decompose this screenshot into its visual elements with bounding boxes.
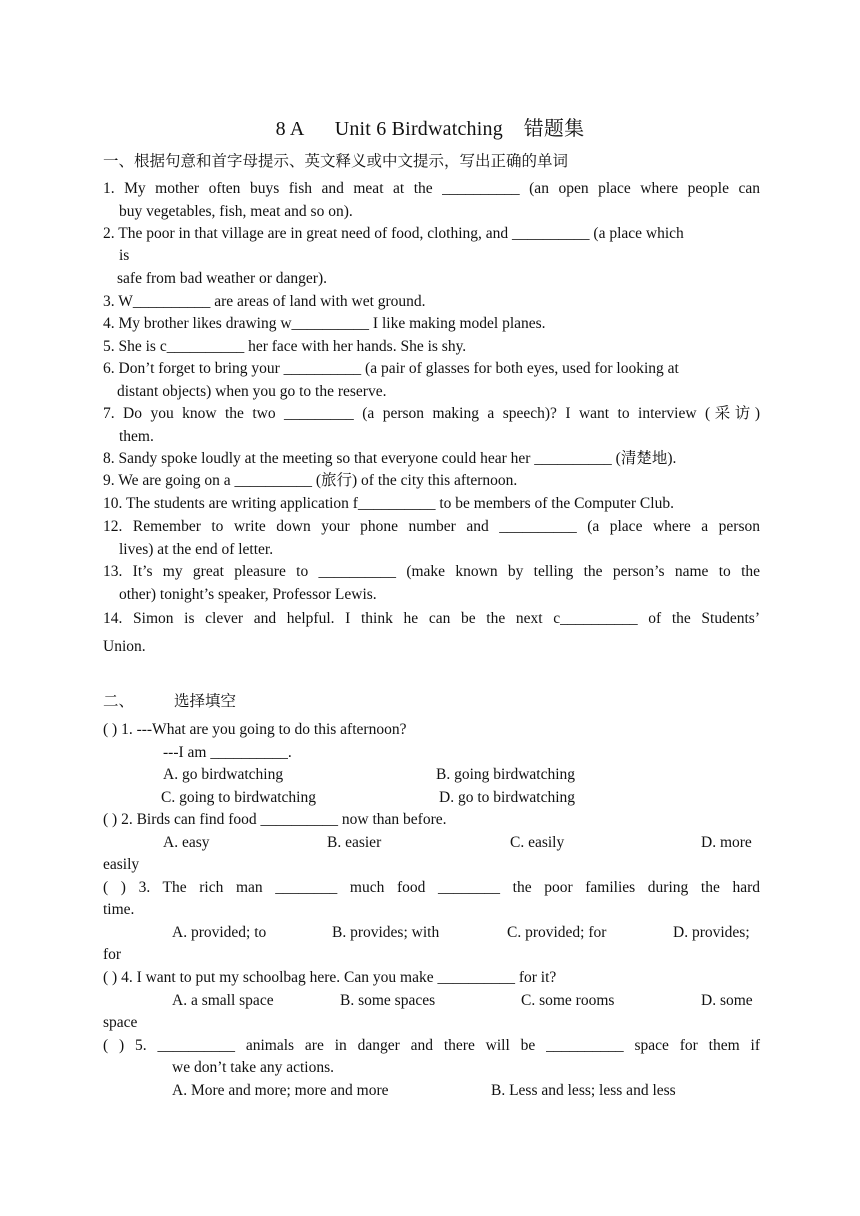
q3-option-b: B. provides; with — [332, 924, 440, 941]
q5-option-a: A. More and more; more and more — [172, 1082, 389, 1099]
q2-option-d: D. more — [701, 834, 752, 851]
q2-stem: ( ) 2. Birds can find food __________ now than before. — [103, 811, 447, 828]
section2-heading — [103, 691, 236, 713]
s1-line-17: lives) at the end of letter. — [119, 541, 274, 558]
q2-option-a: A. easy — [163, 834, 210, 851]
s1-line-19: other) tonight’s speaker, Professor Lewis. — [119, 586, 377, 603]
q1-option-c: C. going to birdwatching — [161, 789, 316, 806]
q1-option-b: B. going birdwatching — [436, 766, 576, 783]
s1-line-10: distant objects) when you go to the reserve. — [117, 383, 387, 400]
q3-option-d-wrap: for — [103, 946, 122, 963]
s1-line-13: 8. Sandy spoke loudly at the meeting so that everyone could hear her __________ (清楚地). — [103, 450, 677, 467]
s1-line-15: 10. The students are writing application f__________ to be members of the Computer Club. — [103, 495, 674, 512]
s1-line-7: 4. My brother likes drawing w__________ I like making model planes. — [103, 315, 546, 332]
s1-line-18: 13. It’s my great pleasure to __________ (make known by telling the person’s name to the — [103, 563, 760, 580]
section1-heading: 一、根据句意和首字母提示、英文释义或中文提示，写出正确的单词 — [103, 153, 569, 170]
q2-option-c: C. easily — [510, 834, 565, 851]
q1-option-d: D. go to birdwatching — [439, 789, 576, 806]
s1-line-16: 12. Remember to write down your phone number and __________ (a place where a person — [103, 518, 760, 535]
s1-line-1: 1. My mother often buys fish and meat at the __________ (an open place where people can — [103, 180, 760, 197]
q3-option-a: A. provided; to — [172, 924, 267, 941]
q2-option-d-wrap: easily — [103, 856, 140, 873]
q2-option-b: B. easier — [327, 834, 382, 851]
s1-line-12: them. — [119, 428, 154, 445]
q4-option-b: B. some spaces — [340, 992, 436, 1009]
page-title — [0, 112, 860, 141]
q3-stem-wrap: time. — [103, 901, 135, 918]
s1-line-21: Union. — [103, 638, 146, 655]
s1-line-9: 6. Don’t forget to bring your __________ (a pair of glasses for both eyes, used for looking at — [103, 360, 679, 377]
q4-option-c: C. some rooms — [521, 992, 615, 1009]
q1-stem: ( ) 1. ---What are you going to do this afternoon? — [103, 721, 407, 738]
section2-number: 二、 — [103, 693, 135, 710]
title-unit: Unit 6 Birdwatching — [334, 118, 503, 140]
q1-stem2: ---I am __________. — [163, 744, 292, 761]
s1-line-2: buy vegetables, fish, meat and so on). — [119, 203, 353, 220]
q3-option-c: C. provided; for — [507, 924, 607, 941]
s1-line-4: is — [119, 247, 130, 264]
s1-line-3: 2. The poor in that village are in great need of food, clothing, and __________ (a place which — [103, 225, 684, 242]
q3-stem: ( ) 3. The rich man ________ much food ________ the poor families during the hard — [103, 879, 760, 896]
s1-line-5: safe from bad weather or danger). — [117, 270, 328, 287]
q5-option-b: B. Less and less; less and less — [491, 1082, 676, 1099]
section2-title: 选择填空 — [174, 693, 237, 710]
title-subject: 错题集 — [523, 118, 585, 140]
q1-option-a: A. go birdwatching — [163, 766, 284, 783]
s1-line-6: 3. W__________ are areas of land with wet ground. — [103, 293, 426, 310]
s1-line-11: 7. Do you know the two _________ (a person making a speech)? I want to interview (采访) — [103, 405, 760, 422]
s1-line-8: 5. She is c__________ her face with her hands. She is shy. — [103, 338, 467, 355]
q4-stem: ( ) 4. I want to put my schoolbag here. Can you make __________ for it? — [103, 969, 557, 986]
q4-option-d: D. some — [701, 992, 753, 1009]
q5-stem: ( ) 5. __________ animals are in danger and there will be __________ space for them if — [103, 1037, 760, 1054]
s1-line-14: 9. We are going on a __________ (旅行) of the city this afternoon. — [103, 472, 518, 489]
s1-line-20: 14. Simon is clever and helpful. I think he can be the next c__________ of the Students’ — [103, 610, 760, 627]
q4-option-a: A. a small space — [172, 992, 274, 1009]
q5-stem2: we don’t take any actions. — [172, 1059, 334, 1076]
q3-option-d: D. provides; — [673, 924, 750, 941]
title-grade: 8 A — [275, 118, 304, 140]
q4-option-d-wrap: space — [103, 1014, 138, 1031]
